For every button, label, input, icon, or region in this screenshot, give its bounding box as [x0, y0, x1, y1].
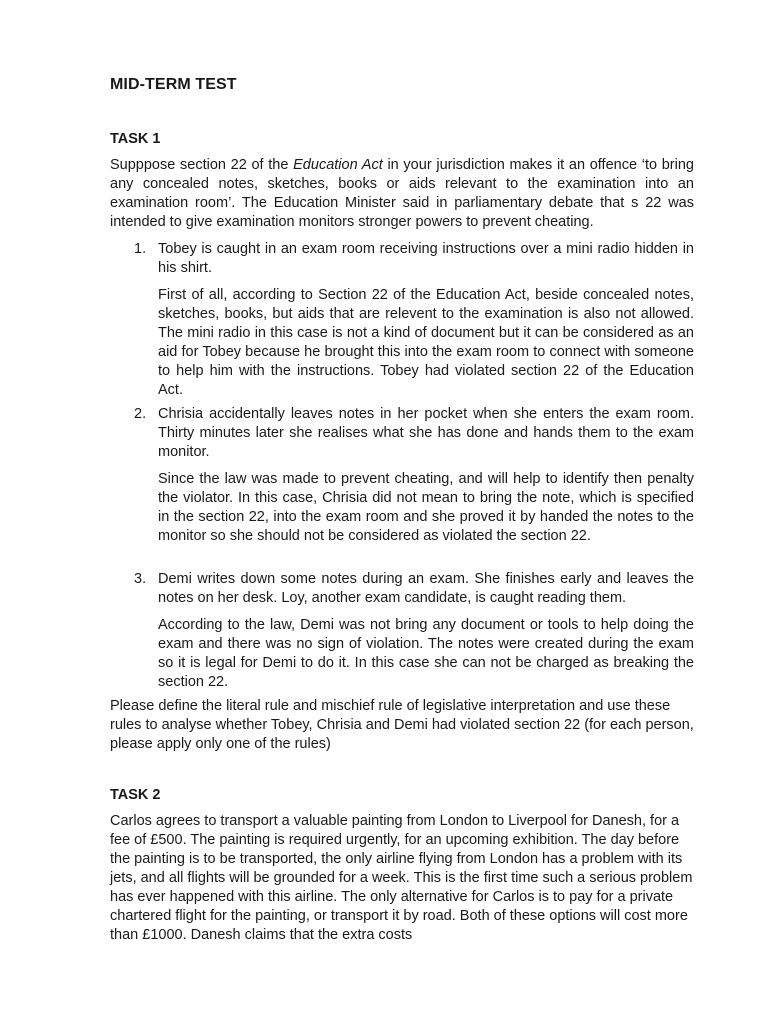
item-number: 3. [134, 571, 147, 587]
item-answer: Since the law was made to prevent cheating, and will help to identify then penalty the violator. In this case, Chrisia did not mean to bring the note, which is specified in the section 22, into the exam room and she proved it by handed the notes to the monitor so she should not be considered as violated the section 22. [158, 471, 694, 544]
item-number: 1. [134, 241, 147, 257]
task1-closing: Please define the literal rule and mischief rule of legislative interpretation and use these rules to analyse whether Tobey, Chrisia and Demi had violated section 22 (for each person, please apply only one of the rules) [110, 698, 694, 752]
item-question: Tobey is caught in an exam room receiving instructions over a mini radio hidden in his shirt. [158, 241, 694, 276]
task1-item-1 [110, 240, 694, 400]
task1-intro-act-name: Education Act [293, 157, 383, 173]
task2-heading: TASK 2 [110, 787, 161, 803]
task2-body: Carlos agrees to transport a valuable painting from London to Liverpool for Danesh, for a fee of £500. The painting is required urgently, for an upcoming exhibition. The day before the painting is to be transported, the only airline flying from London has a problem with its jets, and all flights will be grounded for a week. This is the first time such a serious problem has ever happened with this airline. The only alternative for Carlos is to pay for a private chartered flight for the painting, or transport it by road. Both of these options will cost more than £1000. Danesh claims that the extra costs [110, 813, 693, 943]
task1-item-2 [110, 405, 694, 546]
page-title: MID-TERM TEST [110, 76, 237, 93]
item-answer: According to the law, Demi was not bring any document or tools to help doing the exam and there was no sign of violation. The notes were created during the exam so it is legal for Demi to do it. In this case she can not be charged as breaking the section 22. [158, 617, 694, 690]
task1-intro-start: Supppose section 22 of the [110, 157, 294, 173]
item-question: Demi writes down some notes during an exam. She finishes early and leaves the notes on her desk. Loy, another exam candidate, is caught reading them. [158, 571, 694, 606]
task1-intro [110, 156, 694, 232]
item-answer: First of all, according to Section 22 of the Education Act, beside concealed notes, sketches, books, but aids that are relevent to the examination is also not allowed. The mini radio in this case is not a kind of document but it can be considered as an aid for Tobey because he brought this into the exam room to connect with someone to help him with the instructions. Tobey had violated section 22 of the Education Act. [158, 287, 694, 398]
item-question: Chrisia accidentally leaves notes in her pocket when she enters the exam room. Thirty minutes later she realises what she has done and hands them to the exam monitor. [158, 406, 694, 460]
task1-intro-rest: in your jurisdiction makes it an offence ‘to bring any concealed notes, sketches, books or aids relevant to the examination into an examination room’. The Education Minister said in parliamentary debate that s 22 was intended to give examination monitors stronger powers to prevent cheating. [110, 157, 694, 230]
item-number: 2. [134, 406, 147, 422]
task1-heading: TASK 1 [110, 131, 161, 147]
task1-item-3 [110, 570, 694, 692]
